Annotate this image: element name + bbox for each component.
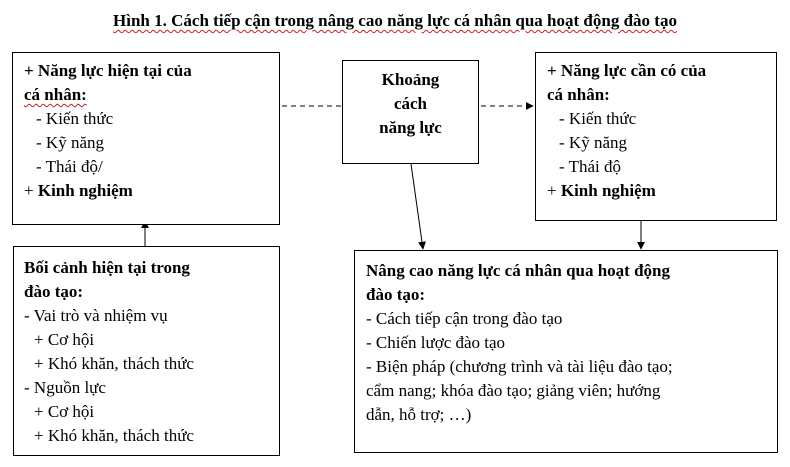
competence-gap-line: cách: [393, 94, 428, 113]
required-competence-item: - Kỹ năng: [559, 133, 627, 152]
competence-enhancement-box: [354, 250, 778, 453]
training-context-item: + Khó khăn, thách thức: [34, 426, 194, 445]
required-competence-line1: + Năng lực cần có của: [547, 61, 707, 80]
figure-title: Hình 1. Cách tiếp cận trong nâng cao năng lực cá nhân qua hoạt động đào tạo: [113, 11, 677, 30]
required-competence-box: [535, 52, 777, 221]
enhancement-item: cẩm nang; khóa đào tạo; giảng viên; hướng: [366, 381, 661, 400]
current-competence-line1: + Năng lực hiện tại của: [24, 61, 192, 80]
required-competence-item: - Kiến thức: [559, 109, 637, 128]
training-context-item: - Vai trò và nhiệm vụ: [24, 306, 168, 325]
competence-gap-line: Khoảng: [381, 70, 440, 89]
training-context-heading1: Bối cảnh hiện tại trong: [24, 258, 190, 277]
arrow-gap-to-enhancement: [411, 164, 423, 249]
training-context-item: - Nguồn lực: [24, 378, 106, 397]
training-context-item: + Khó khăn, thách thức: [34, 354, 194, 373]
current-competence-box: [12, 52, 280, 225]
enhancement-heading2: đào tạo:: [366, 285, 426, 304]
competence-gap-line: năng lực: [379, 118, 442, 137]
training-context-heading2: đào tạo:: [24, 282, 84, 301]
enhancement-item: - Cách tiếp cận trong đào tạo: [366, 309, 563, 328]
enhancement-item: - Chiến lược đào tạo: [366, 333, 506, 352]
current-competence-experience: + Kinh nghiệm: [24, 181, 133, 200]
training-context-item: + Cơ hội: [34, 402, 95, 421]
enhancement-item: dẫn, hỗ trợ; …): [366, 405, 472, 424]
current-competence-item: - Kỹ năng: [36, 133, 104, 152]
competence-gap-box: [342, 60, 479, 164]
current-competence-item: - Thái độ/: [36, 157, 103, 176]
required-competence-item: - Thái độ: [559, 157, 622, 176]
enhancement-heading1: Nâng cao năng lực cá nhân qua hoạt động: [366, 261, 670, 280]
required-competence-line2: cá nhân:: [547, 85, 610, 104]
required-competence-experience: + Kinh nghiệm: [547, 181, 656, 200]
enhancement-item: - Biện pháp (chương trình và tài liệu đào tạo;: [366, 357, 673, 376]
current-competence-item: - Kiến thức: [36, 109, 114, 128]
current-competence-line2: cá nhân:: [24, 85, 87, 104]
training-context-box: [13, 246, 280, 456]
training-context-item: + Cơ hội: [34, 330, 95, 349]
